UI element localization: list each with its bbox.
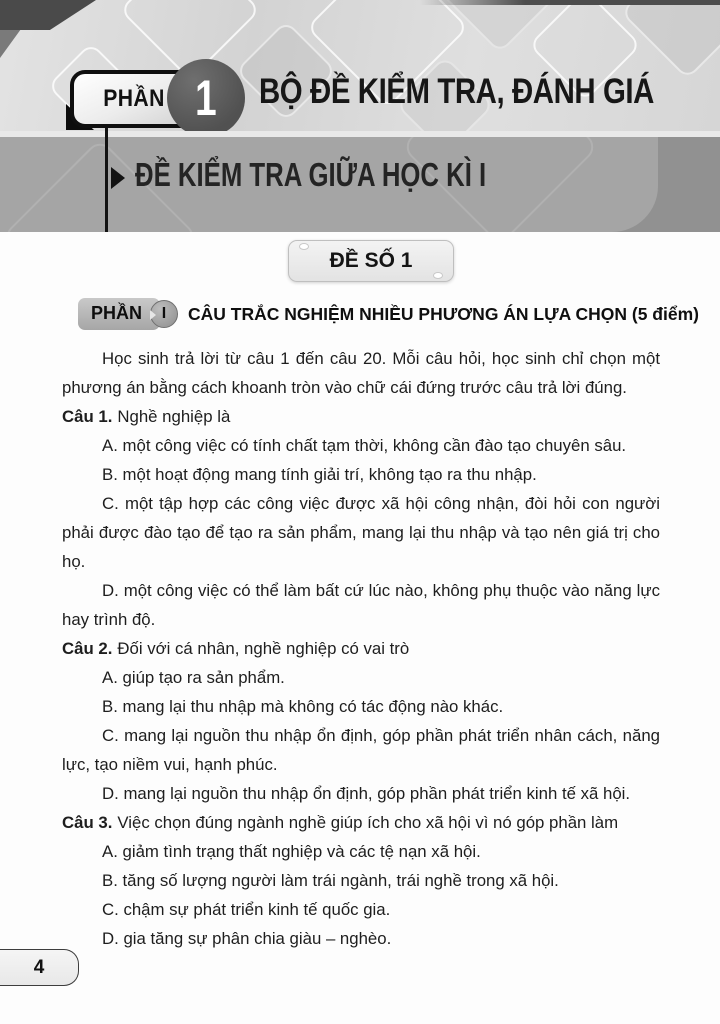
page-number-tab bbox=[0, 949, 79, 986]
subtitle-arrow-icon bbox=[111, 167, 125, 189]
question-1-option-d: D. một công việc có thể làm bất cứ lúc nào, không phụ thuộc vào năng lực hay trình độ. bbox=[62, 581, 660, 629]
corner-decoration bbox=[0, 0, 96, 30]
question-1-stem bbox=[62, 402, 660, 431]
question-1-label: Câu 1. bbox=[62, 407, 113, 426]
plate-hole-decoration bbox=[433, 272, 443, 279]
question-2-option-d: D. mang lại nguồn thu nhập ổn định, góp phần phát triển kinh tế xã hội. bbox=[102, 784, 631, 803]
question-2-option-a: A. giúp tạo ra sản phẩm. bbox=[102, 668, 285, 687]
question-3-option-d: D. gia tăng sự phân chia giàu – nghèo. bbox=[102, 929, 392, 948]
question-2-label: Câu 2. bbox=[62, 639, 113, 658]
part-label: PHẦN bbox=[103, 85, 165, 112]
section-title: CÂU TRẮC NGHIỆM NHIỀU PHƯƠNG ÁN LỰA CHỌN (5 điểm) bbox=[188, 303, 699, 324]
question-1-text: Nghề nghiệp là bbox=[117, 407, 231, 426]
section-part-numeral: I bbox=[161, 305, 167, 322]
exam-number-plate bbox=[288, 240, 454, 282]
question-2-option-c: C. mang lại nguồn thu nhập ổn định, góp phần phát triển nhân cách, năng lực, tạo niềm vui, hạnh phúc. bbox=[62, 726, 660, 774]
top-edge-strip bbox=[420, 0, 720, 5]
subtitle-rule bbox=[105, 128, 108, 232]
question-2-stem bbox=[62, 634, 660, 663]
section-heading-row bbox=[78, 298, 699, 330]
page-number: 4 bbox=[33, 956, 45, 978]
book-section-title: BỘ ĐỀ KIỂM TRA, ĐÁNH GIÁ bbox=[259, 72, 654, 111]
plate-hole-decoration bbox=[299, 243, 309, 250]
question-2-text: Đối với cá nhân, nghề nghiệp có vai trò bbox=[117, 639, 410, 658]
question-2-option-b: B. mang lại thu nhập mà không có tác động nào khác. bbox=[102, 697, 504, 716]
question-3-stem bbox=[62, 808, 660, 837]
question-3-label: Câu 3. bbox=[62, 813, 113, 832]
question-3-text: Việc chọn đúng ngành nghề giúp ích cho xã hội vì nó góp phần làm bbox=[117, 813, 619, 832]
question-1-option-b: B. một hoạt động mang tính giải trí, không tạo ra thu nhập. bbox=[102, 465, 537, 484]
question-1-option-a: A. một công việc có tính chất tạm thời, không cần đào tạo chuyên sâu. bbox=[102, 436, 627, 455]
instructions-paragraph: Học sinh trả lời từ câu 1 đến câu 20. Mỗi câu hỏi, học sinh chỉ chọn một phương án bằng cách khoanh tròn vào chữ cái đứng trước câu trả lời đúng. bbox=[62, 349, 660, 397]
question-1-option-c: C. một tập hợp các công việc được xã hội công nhận, đòi hỏi con người phải được đào tạo để tạo ra sản phẩm, mang lại thu nhập và tạo nên giá trị cho họ. bbox=[62, 494, 660, 571]
exam-body bbox=[62, 344, 660, 953]
question-3-option-a: A. giảm tình trạng thất nghiệp và các tệ nạn xã hội. bbox=[102, 842, 481, 861]
exam-chapter-title: ĐỀ KIỂM TRA GIỮA HỌC KÌ I bbox=[135, 156, 487, 193]
question-3-option-b: B. tăng số lượng người làm trái ngành, trái nghề trong xã hội. bbox=[102, 871, 559, 890]
part-number: 1 bbox=[195, 70, 217, 126]
section-part-numeral-circle bbox=[150, 300, 178, 328]
part-number-circle bbox=[167, 59, 245, 137]
section-part-badge: PHẦN bbox=[78, 298, 160, 330]
exam-number-label: ĐỀ SỐ 1 bbox=[329, 249, 413, 272]
question-3-option-c: C. chậm sự phát triển kinh tế quốc gia. bbox=[102, 900, 391, 919]
